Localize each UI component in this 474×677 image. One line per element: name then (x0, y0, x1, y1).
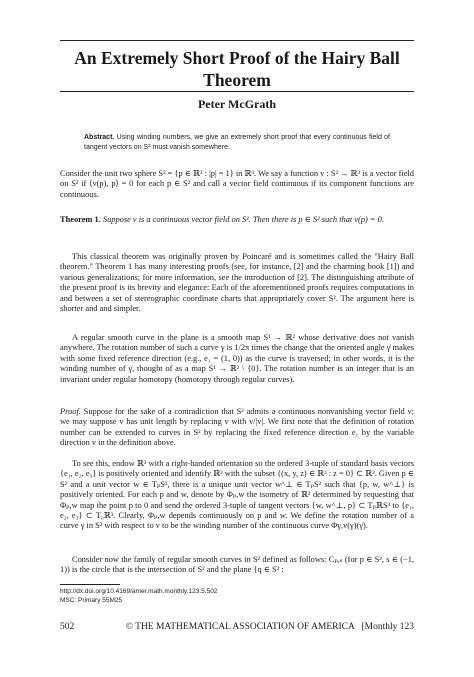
proof-paragraph-1 (60, 407, 414, 449)
abstract-label: Abstract. (84, 134, 115, 141)
page-footer (60, 622, 414, 632)
theorem-statement (60, 215, 414, 225)
proof-paragraph-3: Consider now the family of regular smooth curves in S² defined as follows: Cₚ,ₛ (for p ∈ S², s ∈ (−1, 1)) is the circle that is the intersection of S² and the plane {q ∈ S² : (60, 555, 414, 575)
author-name: Peter McGrath (197, 97, 277, 111)
publisher-line (100, 622, 414, 632)
footnote-doi: http://dx.doi.org/10.4169/amer.math.monthly.123.5.502 (60, 588, 218, 595)
intro-paragraph: Consider the unit two sphere S² = {p ∈ ℝ³ : |p| = 1} in ℝ³. We say a function v : S² → ℝ³ is a vector field on S² if ⟨v(p), p⟩ = 0 for each p ∈ S² and call a vector field continuous if its component functions are continuous. (60, 169, 414, 199)
abstract-text: Using winding numbers, we give an extremely short proof that every continuous field of tangent vectors on S² must vanish somewhere. (84, 134, 390, 151)
footnote (60, 588, 414, 605)
abstract (84, 133, 390, 152)
title-rule (60, 91, 414, 92)
journal-volume: [Monthly 123 (361, 622, 414, 632)
top-rule-thick (60, 40, 414, 41)
proof-text-1: Suppose for the sake of a contradiction that S² admits a continuous nonvanishing vector field v; we may suppose v has unit length by replacing v with v/|v|. We first note that the definition of rotation number can be extended to curves in S² by replacing the fixed reference direction e₁ by the variable direction v in the definition above. (60, 407, 415, 448)
theorem-text: Suppose v is a continuous vector field on S². Then there is p ∈ S² such that v(p) = 0. (102, 215, 384, 224)
theorem-label: Theorem 1. (60, 215, 101, 224)
footnote-msc: MSC: Primary 55M25 (60, 596, 123, 604)
proof-paragraph-2: To see this, endow ℝ³ with a right-handed orientation so the ordered 3-tuple of standard basis vectors {e₁, e₂, e₃} is positively oriented and identify ℝ² with the subset {(x, y, z) ∈ ℝ³ : z = 0} ⊂ ℝ³. Given p ∈ S² and a unit vector w ∈ TₚS², there is a unique unit vector w^⊥ ∈ TₚS² such that {p, w, w^⊥} is positively oriented. For each p and w, denote by Φₚ,w the isometry of ℝ³ determined by requesting that Φₚ,w map the point p to 0 and send the ordered 3-tuple of tangent vectors {w, w^⊥, p} ⊂ TₚℝS³ to {e₁, e₂, e₃} ⊂ T₀ℝ³. Clearly, Φₚ,w depends continuously on p and w. We define the rotation number of a curve γ in S² with respect to v to be the winding number of the continuous curve Φγ,v(γ)(γ̇). (60, 459, 414, 531)
paragraph-rotation-number: A regular smooth curve in the plane is a smooth map S¹ → ℝ² whose derivative does not vanish anywhere. The rotation number of such a curve γ is 1/2π times the change that the oriented angle γ̇ makes with some fixed reference direction (e.g., e₁ = (1, 0)) as the curve is traversed; in other words, it is the winding number of γ̇, thought of as a map S¹ → ℝ² \ {0}. The rotation number is an integer that is an invariant under regular homotopy (homotopy through regular curves). (60, 333, 414, 384)
paper-title: An Extremely Short Proof of the Hairy Ball Theorem (74, 48, 400, 90)
paragraph-history: This classical theorem was originally proven by Poincaré and is sometimes called the "Hairy Ball theorem." Theorem 1 has many interesting proofs (see, for instance, [2] and the charming book [1]) and various generalizations; for more information, see the introduction of [2]. The distinguishing attribute of the present proof is its brevity and elegance: Each of the aforementioned proofs requires computations in and between a set of stereographic coordinate charts that appropriately cover S². The argument here is shorter and and simpler. (60, 252, 414, 314)
footnote-rule (60, 584, 120, 585)
publisher-name: © THE MATHEMATICAL ASSOCIATION OF AMERICA (125, 622, 355, 632)
proof-label: Proof. (60, 407, 81, 416)
page-number: 502 (60, 622, 75, 632)
